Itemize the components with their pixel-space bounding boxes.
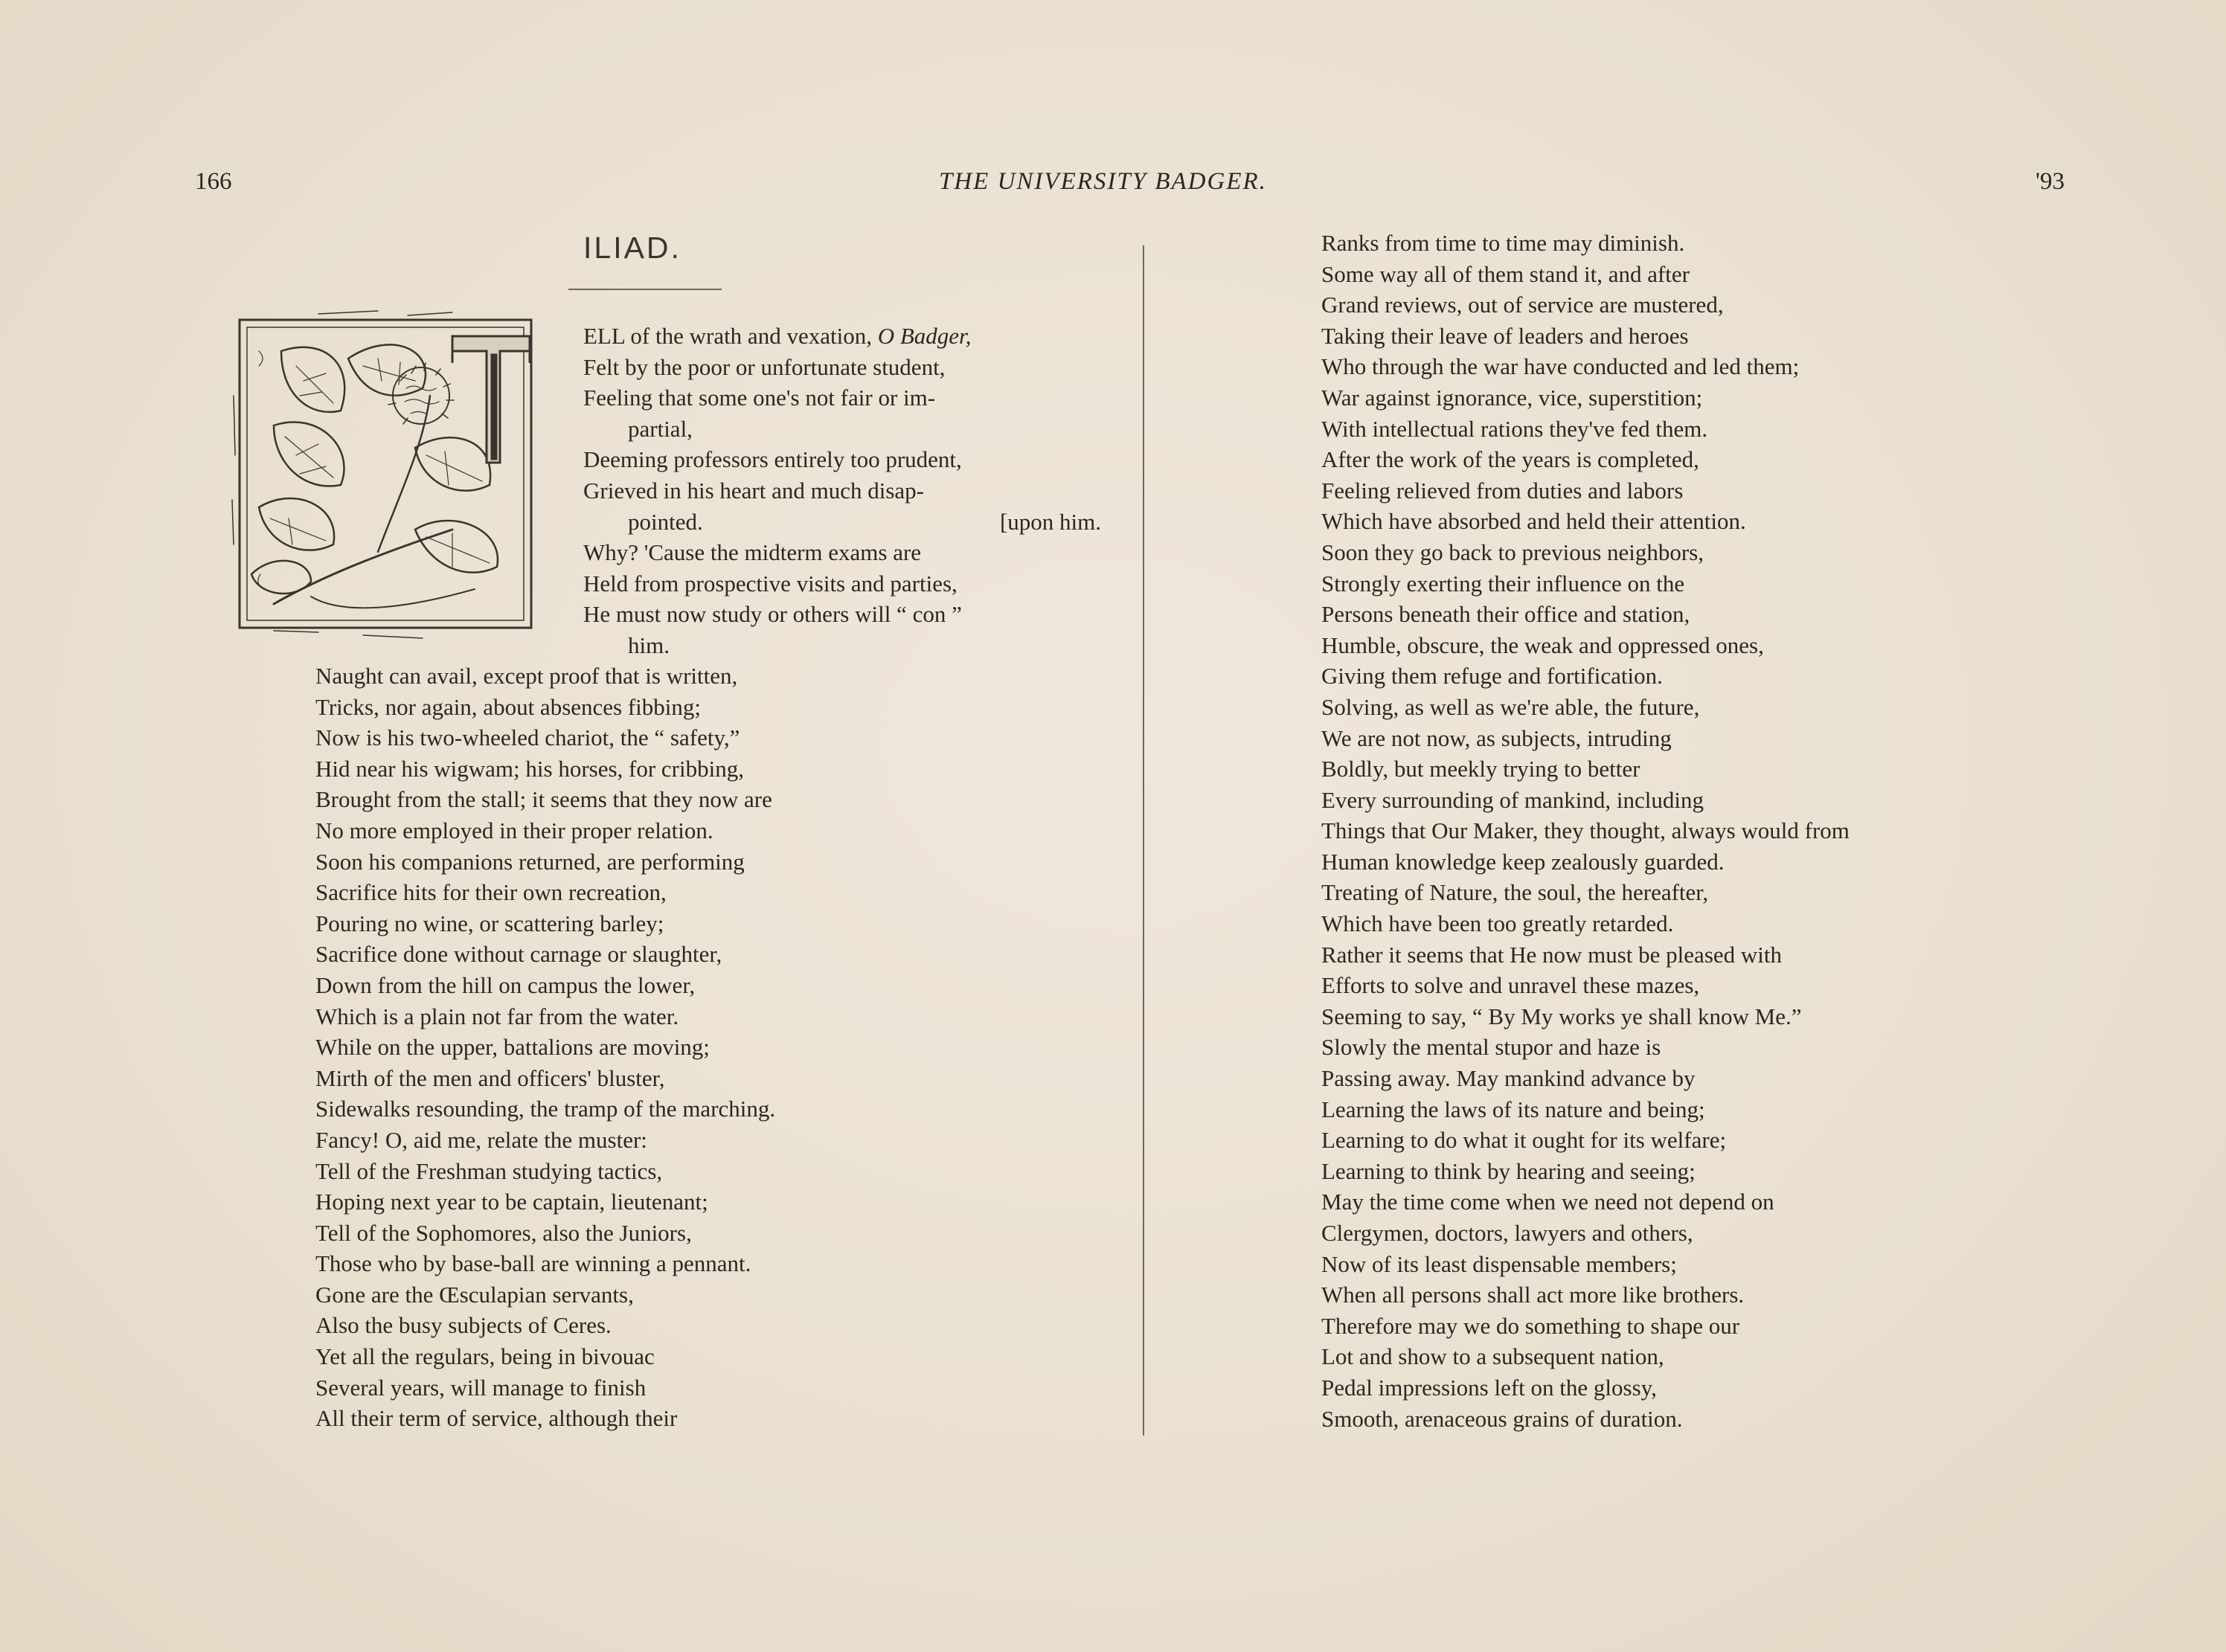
page-number-right: '93 <box>2036 168 2065 195</box>
poem-line: No more employed in their proper relation. <box>315 817 713 843</box>
poem-line: Therefore may we do something to shape our <box>1321 1312 1740 1339</box>
poem-opening-lines <box>583 321 1101 661</box>
poem-line: While on the upper, battalions are moving; <box>315 1034 710 1061</box>
poem-line: Taking their leave of leaders and heroes <box>1321 322 1689 349</box>
poem-line: May the time come when we need not depend on <box>1321 1189 1774 1215</box>
poem-line: Soon they go back to previous neighbors, <box>1321 539 1704 565</box>
poem-line: Pedal impressions left on the glossy, <box>1321 1374 1657 1401</box>
poem-line: Fancy! O, aid me, relate the muster: <box>315 1126 647 1153</box>
poem-line: pointed. [upon him. <box>628 508 1101 535</box>
poem-line: Passing away. May mankind advance by <box>1321 1065 1696 1092</box>
poem-line: Humble, obscure, the weak and oppressed ones, <box>1321 631 1764 658</box>
poem-line: Learning the laws of its nature and being; <box>1321 1096 1705 1122</box>
clover-ornament-icon <box>229 306 542 647</box>
poem-line: Learning to do what it ought for its welfare; <box>1321 1127 1727 1154</box>
poem-line: Held from prospective visits and parties, <box>583 570 958 597</box>
poem-line: After the work of the years is completed, <box>1321 446 1699 473</box>
poem-line: ELL of the wrath and vexation, O Badger, <box>583 323 972 349</box>
poem-line: Mirth of the men and officers' bluster, <box>315 1064 665 1091</box>
poem-line: Sacrifice hits for their own recreation, <box>315 879 667 906</box>
poem-line: Those who by base-ball are winning a pennant. <box>315 1250 751 1277</box>
poem-line: Soon his companions returned, are performing <box>315 848 745 875</box>
poem-line: Feeling that some one's not fair or im- <box>583 385 936 411</box>
poem-line: Which is a plain not far from the water. <box>315 1003 679 1029</box>
poem-line: Solving, as well as we're able, the future, <box>1321 693 1700 720</box>
poem-line: Giving them refuge and fortification. <box>1321 663 1663 690</box>
poem-line: With intellectual rations they've fed them. <box>1321 415 1708 442</box>
poem-line: Feeling relieved from duties and labors <box>1321 477 1684 504</box>
poem-line: Sacrifice done without carnage or slaughter, <box>315 941 722 968</box>
poem-line: Who through the war have conducted and led them; <box>1321 353 1800 380</box>
poem-line: Now of its least dispensable members; <box>1321 1250 1677 1277</box>
poem-line: Learning to think by hearing and seeing; <box>1321 1157 1696 1184</box>
poem-line: War against ignorance, vice, superstition; <box>1321 384 1703 411</box>
poem-line: Smooth, arenaceous grains of duration. <box>1321 1405 1683 1432</box>
page-number-left: 166 <box>195 168 232 195</box>
poem-line: Human knowledge keep zealously guarded. <box>1321 848 1725 875</box>
poem-line: Gone are the Œsculapian servants, <box>315 1281 634 1308</box>
poem-line: Ranks from time to time may diminish. <box>1321 230 1685 256</box>
poem-line: Felt by the poor or unfortunate student, <box>583 353 946 380</box>
poem-line: Efforts to solve and unravel these mazes, <box>1321 972 1700 999</box>
poem-line: him. <box>628 631 670 658</box>
poem-line: Tell of the Sophomores, also the Juniors, <box>315 1219 692 1246</box>
poem-line: Which have absorbed and held their attention. <box>1321 508 1746 535</box>
poem-line: Tricks, nor again, about absences fibbing; <box>315 693 702 720</box>
poem-line: Boldly, but meekly trying to better <box>1321 756 1640 782</box>
poem-line: When all persons shall act more like brothers. <box>1321 1282 1745 1308</box>
poem-line: Lot and show to a subsequent nation, <box>1321 1343 1664 1370</box>
poem-line: partial, <box>628 415 693 442</box>
poem-line: Why? 'Cause the midterm exams are <box>583 539 922 566</box>
poem-line: He must now study or others will “ con ” <box>583 601 962 628</box>
poem-line: Seeming to say, “ By My works ye shall know Me.” <box>1321 1003 1802 1029</box>
poem-line: Naught can avail, except proof that is written, <box>315 663 738 689</box>
poem-line: All their term of service, although their <box>315 1405 678 1432</box>
poem-line: Hid near his wigwam; his horses, for cribbing, <box>315 755 744 782</box>
poem-line: Grand reviews, out of service are mustered, <box>1321 292 1724 318</box>
poem-line: We are not now, as subjects, intruding <box>1321 724 1672 751</box>
poem-line: Grieved in his heart and much disap- <box>583 477 924 504</box>
poem-line: Clergymen, doctors, lawyers and others, <box>1321 1220 1693 1246</box>
poem-line: Persons beneath their office and station, <box>1321 601 1690 628</box>
poem-line: Several years, will manage to finish <box>315 1374 647 1401</box>
page-header <box>0 168 2226 205</box>
poem-line: Slowly the mental stupor and haze is <box>1321 1034 1661 1061</box>
poem-line: Deeming professors entirely too prudent, <box>583 446 962 473</box>
title-rule <box>568 289 722 290</box>
poem-line: Now is his two-wheeled chariot, the “ safety,” <box>315 724 740 751</box>
running-title: THE UNIVERSITY BADGER. <box>939 168 1267 195</box>
poem-line: Treating of Nature, the soul, the hereafter, <box>1321 879 1709 906</box>
poem-line: Pouring no wine, or scattering barley; <box>315 910 664 936</box>
poem-line: Down from the hill on campus the lower, <box>315 971 696 998</box>
poem-line: Hoping next year to be captain, lieutenant; <box>315 1189 708 1215</box>
poem-left-column <box>315 661 1134 1434</box>
poem-line: Some way all of them stand it, and after <box>1321 260 1690 287</box>
poem-line: Sidewalks resounding, the tramp of the marching. <box>315 1096 776 1122</box>
poem-line: Rather it seems that He now must be pleased with <box>1321 941 1783 968</box>
poem-line: Also the busy subjects of Ceres. <box>315 1312 612 1339</box>
poem-line: Tell of the Freshman studying tactics, <box>315 1157 663 1184</box>
poem-title: ILIAD. <box>583 231 681 265</box>
poem-line: Strongly exerting their influence on the <box>1321 570 1685 597</box>
poem-line: Things that Our Maker, they thought, always would from <box>1321 817 1850 844</box>
poem-line: Which have been too greatly retarded. <box>1321 910 1674 937</box>
poem-line: Yet all the regulars, being in bivouac <box>315 1343 655 1370</box>
poem-line: Brought from the stall; it seems that they now are <box>315 786 772 813</box>
poem-right-column <box>1321 228 2140 1434</box>
poem-line: Every surrounding of mankind, including <box>1321 786 1704 813</box>
column-divider <box>1143 245 1144 1436</box>
